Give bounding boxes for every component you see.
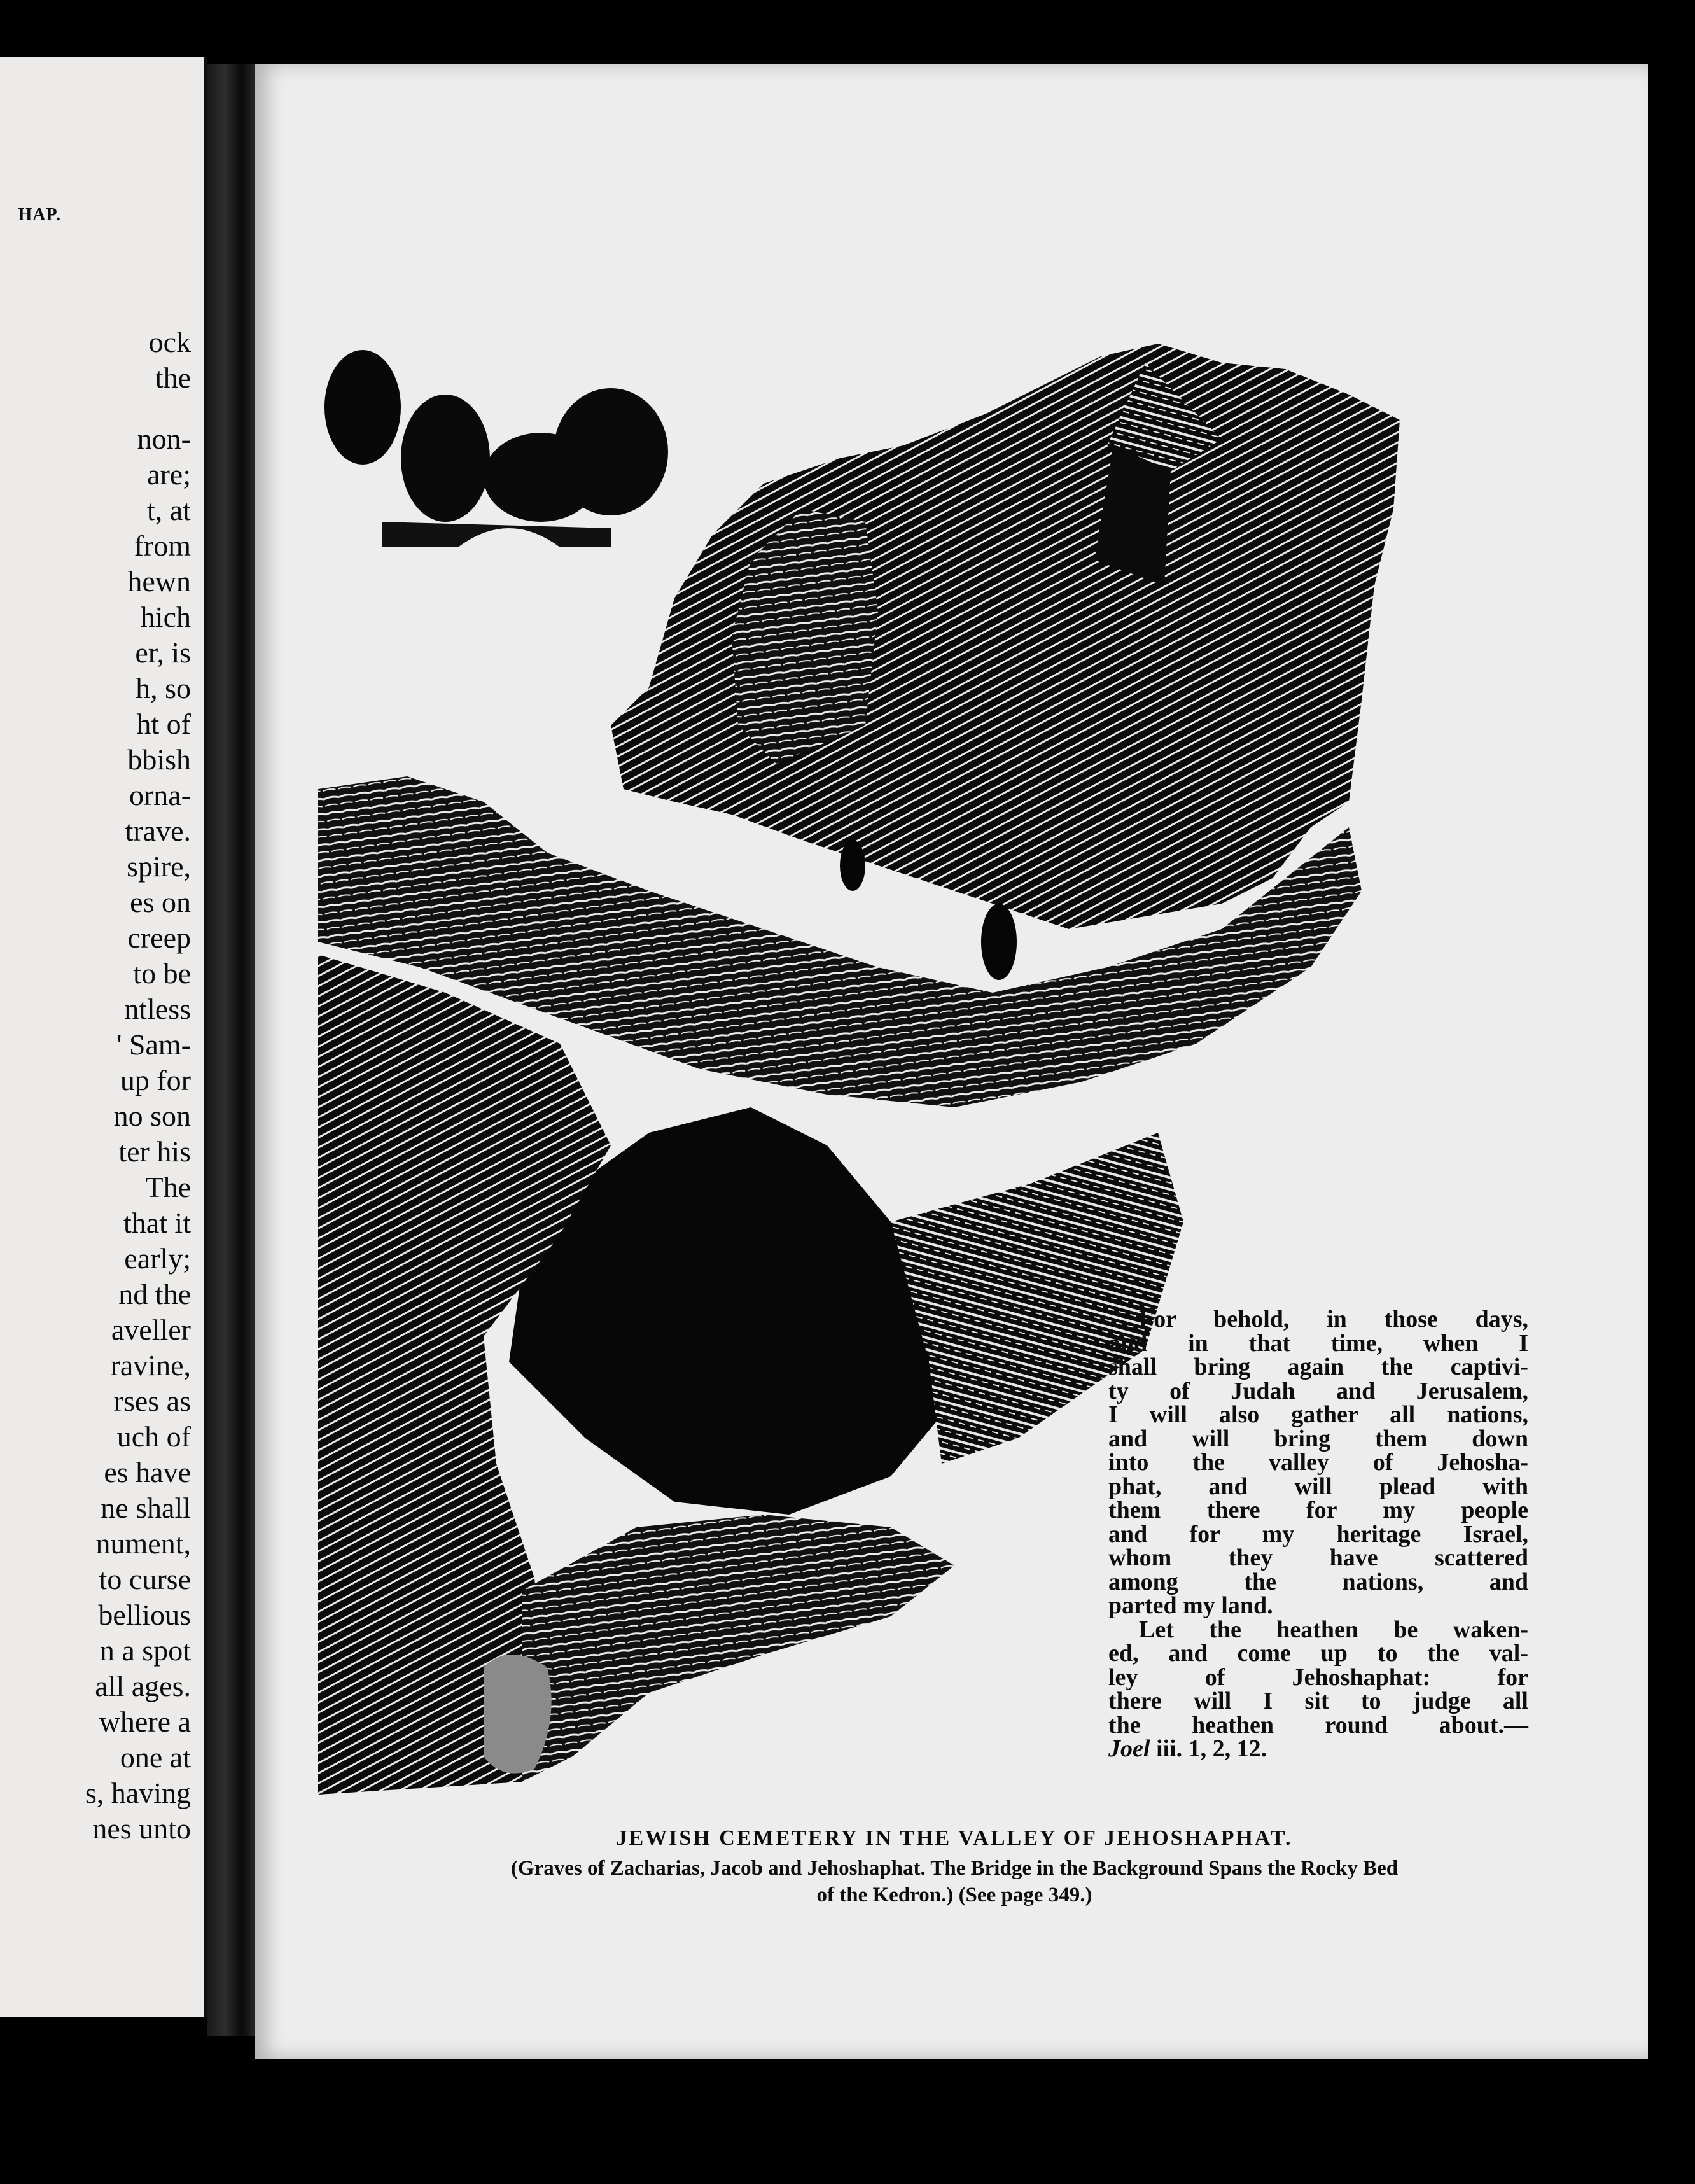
left-page-line: no son — [113, 1100, 191, 1132]
left-page-line: n a spot — [99, 1634, 191, 1667]
left-page-line: aveller — [111, 1313, 191, 1346]
left-page-line: ock — [148, 326, 191, 358]
left-page-line: ' Sam- — [116, 1028, 191, 1061]
left-page-line: nes unto — [92, 1812, 191, 1845]
left-page-line: t, at — [147, 494, 191, 526]
left-page-line: early; — [124, 1242, 191, 1275]
quote-line: among the nations, and — [1108, 1568, 1528, 1595]
running-head: HAP. — [18, 205, 61, 225]
left-page-line: er, is — [135, 636, 191, 669]
quote-line: phat, and will plead with — [1108, 1473, 1528, 1500]
left-page-line: where a — [99, 1705, 191, 1738]
reference-verses: iii. 1, 2, 12. — [1150, 1735, 1267, 1762]
quote-line: I will also gather all nations, — [1108, 1401, 1528, 1428]
left-page-line: orna- — [129, 779, 191, 811]
left-page-line: ntless — [124, 993, 191, 1025]
scripture-quote — [1108, 1308, 1528, 1761]
caption-subtitle-line-2: of the Kedron.) (See page 349.) — [816, 1884, 1092, 1907]
left-page-line: up for — [120, 1064, 191, 1096]
left-page-line: from — [134, 529, 191, 562]
quote-line: there will I sit to judge all — [1108, 1688, 1528, 1714]
quote-line: and will bring them down — [1108, 1425, 1528, 1452]
left-page-line: ht of — [136, 708, 191, 740]
left-page-line: nument, — [95, 1527, 191, 1560]
left-page-line: uch of — [116, 1420, 191, 1453]
quote-reference — [1108, 1737, 1528, 1761]
left-page-line: ter his — [118, 1135, 191, 1168]
left-page-line: the — [155, 361, 191, 394]
left-page-line: to curse — [99, 1563, 191, 1595]
quote-line: Let the heathen be waken- — [1139, 1616, 1528, 1643]
left-page-line: hewn — [127, 565, 191, 598]
left-page-line: bellious — [98, 1599, 191, 1631]
left-page-line: The — [145, 1171, 191, 1203]
left-page-line: trave. — [125, 815, 191, 847]
quote-line: For behold, in those days, — [1139, 1306, 1528, 1333]
quote-line: ty of Judah and Jerusalem, — [1108, 1377, 1528, 1404]
left-page-line: are; — [147, 458, 191, 491]
caption-subtitle-line-1: (Graves of Zacharias, Jacob and Jehoshaphat. The Bridge in the Background Spans the Rocky Bed — [510, 1857, 1399, 1880]
quote-line: whom they have scattered — [1108, 1544, 1528, 1571]
left-page-line: hich — [140, 601, 191, 633]
left-page-line: es have — [104, 1456, 191, 1488]
left-page-line: non- — [137, 423, 191, 455]
right-page — [255, 64, 1648, 2059]
left-page-line: that it — [123, 1207, 191, 1239]
left-page-line — [0, 396, 191, 421]
left-page-line: bbish — [127, 743, 191, 776]
left-page-line: to be — [133, 957, 191, 990]
left-page-line: all ages. — [95, 1670, 191, 1702]
caption-title: JEWISH CEMETERY IN THE VALLEY OF JEHOSHAPHAT. — [616, 1826, 1293, 1850]
quote-line: ley of Jehoshaphat: for — [1108, 1663, 1528, 1691]
left-page-line: s, having — [85, 1777, 191, 1809]
left-page-line: nd the — [118, 1278, 191, 1310]
left-page-line: ne shall — [101, 1492, 191, 1524]
quote-line: into the valley of Jehosha- — [1108, 1449, 1528, 1476]
quote-line: them there for my people — [1108, 1497, 1528, 1523]
left-page-line: es on — [130, 886, 191, 918]
left-page-text — [0, 325, 191, 1847]
left-page-line: rses as — [113, 1385, 191, 1417]
left-page-line: spire, — [127, 850, 191, 883]
quote-line: ed, and come up to the val- — [1108, 1640, 1528, 1667]
left-facing-page — [0, 57, 207, 2017]
quote-line: the heathen round about.— — [1108, 1711, 1528, 1739]
left-page-line: h, so — [136, 672, 191, 704]
left-page-line: ravine, — [110, 1349, 191, 1382]
quote-line: parted my land. — [1108, 1592, 1273, 1619]
quote-line: and for my heritage Israel, — [1108, 1520, 1528, 1548]
quote-line: shall bring again the captivi- — [1108, 1354, 1528, 1380]
left-page-line: one at — [120, 1741, 191, 1774]
left-page-line: creep — [127, 921, 191, 954]
reference-book: Joel — [1108, 1735, 1150, 1762]
quote-line: and in that time, when I — [1108, 1329, 1528, 1357]
